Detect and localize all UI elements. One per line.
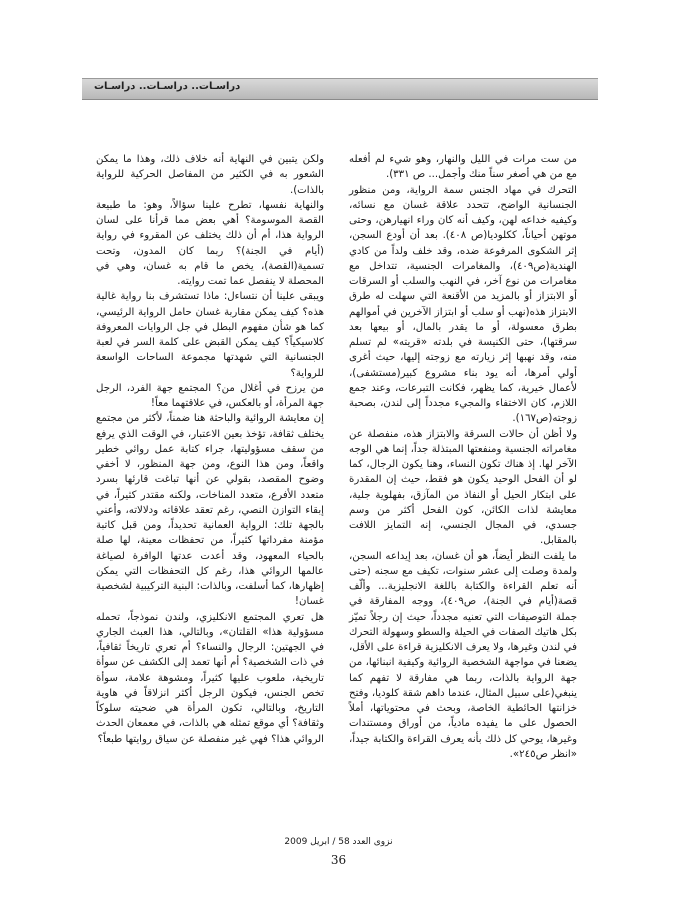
- paragraph: ولكن يتبين في النهاية أنه خلاف ذلك، وهذا ما يمكن الشعور به في الكثير من المفاصل الحركية للرواية بالذات).: [96, 154, 324, 196]
- paragraph: التحرك في مهاد الجنس سمة الرواية، ومن منظور الجنسانية الواضح، تتحدد علاقة غسان مع نسائه، وكيفيه خداعه لهن، وكيف أنه كان وراء انهيارهن، وحتى موتهن أحياناً، ككلوديا(ص ٤٠٨). بعد أن أودع السجن، إثر الشكوى المرفوعة ضده، وقد خلف ولداً من كادي الهندية(ص٤٠٩)، والمغامرات الجنسية، تتداخل مع مغامرات من نوع آخر، في النهب والسلب أو السرقات أو الابتزاز أو بالمزيد من الأقنعة التي سهلت له طرق الابتزاز هذه(نهب أو سلب أو ابتزاز الآخرين في أموالهم بطرق معسولة، أو ما يقدر بالمال، أو بيعها بعد سرقتها)، حتى الكنيسة في بلدته «قريته» لم تسلم منه، وقد نهبها إثر زيارته مع زوجته إليها، حيث أغرى أولي أمرها، أنه يود بناء مشروع كبير(مستشفى)، لأعمال خيرية، كما يظهر، فكانت التبرعات، وعند جمع اللازم، كان الاختفاء والمجيء مجدداً إلى لندن، بصحبة زوجته(ص١٦٧).: [349, 184, 577, 425]
- issue-label: نزوى العدد 58 / ابريل 2009: [284, 837, 393, 847]
- text-column-left: [96, 152, 324, 747]
- paragraph: من ست مرات في الليل والنهار، وهو شيء لم أفعله مع من هي أصغر سناً منك وأجمل... ص ٣٣١).: [349, 154, 577, 181]
- section-header-bar: [82, 78, 598, 100]
- paragraph: ما يلفت النظر أيضاً، هو أن غسان، بعد إيداعه السجن، ولمدة وصلت إلى عشر سنوات، تكيف مع سجنه (حتى أنه تعلم القراءة والكتابة باللغة الانجليزية... وألّف قصة(أيام في الجنة)، ص٤٠٩)، ووجه المفارقة في جملة التوصيفات التي تعنيه مجدداً، حيث إن رجلاً تميّز بكل هاتيك الصفات في الحيلة والسطو وسهولة التحرك في لندن وغيرها، ولا يعرف الانكليزية قراءة على الأقل، يضعنا في مواجهة الشخصية الروائية وكيفية انبنائها، من جهة الرواية بالذات، ربما هي مفارقة لا تفهم كما ينبغي(على سبيل المثال، عندما داهم شقة كلوديا، وفتح خزانتها الحائطية الخاصة، وبحث في محتوياتها، أملاً الحصول على ما يفيده مادياً، من أوراق ومستندات وغيرها، يوحي كل ذلك بأنه يعرف القراءة والكتابة جيداً، «انظر ص٢٤٥».: [349, 550, 577, 760]
- page-number: 36: [330, 853, 347, 867]
- paragraph: ولا أظن أن حالات السرقة والابتزاز هذه، منفصلة عن مغامراته الجنسية ومنفعتها المبتذلة جداً، إنما هي الوجه الآخر لها. إذ هناك تكون النساء، وهنا يكون الرجال، كما لو أن الفحل الوحيد يكون هو فقط، حيث إن المقدرة على ابتكار الحيل أو النفاذ من المآزق، بفهلوية جلية، معايشة لذات الكائن، كون الفحل أكثر من وسم جسدي، في المجال الجنسي، إنه التمايز اللافت بالمقابل.: [349, 428, 577, 547]
- paragraph: هل تعري المجتمع الانكليزي، ولندن نموذجاً، تحمله مسؤولية هذا» القلتان»، وبالتالي، هذا العبث الجاري في الجهتين: الرجال والنساء؟ أم تعري تاريخاً ثقافياً، في ذات الشخصية؟ أم أنها تعمد إلى الكشف عن سوأة تاريخية، ملعوب عليها كثيراً، ومشوهة علامة، سوأة تخص الجنس، فيكون الرجل أكثر انزلاقاً في هاوية التاريخ، وبالتالي، تكون المرأة هي ضحيته سلوكاً وثقافة؟ أي موقع تمثله هي بالذات، في معمعان الحدث الروائي هذا؟ فهي غير منفصلة عن سياق روايتها طبعاً؟: [96, 611, 324, 745]
- paragraph: والنهاية نفسها، تطرح علينا سؤالاً، وهو: ما طبيعة القصة الموسومة؟ أهي بعض مما قرأنا على لسان الرواية هذا، أم أن ذلك يختلف عن المقروء في رواية (أيام في الجنة)؟ ربما كان المدون، وتحت تسمية(القصة)، يخص ما قام به غسان، وهي في المحصلة لا ينفصل عما تمت روايته.: [96, 199, 324, 287]
- section-header-label: دراسـات.. دراسـات.. دراسـات: [94, 81, 241, 92]
- paragraph: إن معايشة الروائية والباحثة هنا ضمناً، لأكثر من مجتمع يختلف ثقافة، تؤخذ بعين الاعتبار، في الوقت الذي يرفع من سقف مسؤوليتها، جراء كتابة عمل روائي خطير واقعاً، ومن هذا النوع، ومن جهة المنظور، لا أخفي وضوح المقصد، بقولي عن أنها تباغت قارئها بسرد متعدد الأفرع، متعدد المناخات، ولكنه مقتدر كثيراً، في إبقاء التوازن النصي، رغم تعقد علاقاته ودلالاته، وأعني بالجهة تلك: الرواية العمانية تحديداً، ومن قبل كاتبة مؤمنة مفرداتها كثيراً، من تحفظات معينة، لها صلة بالحياء المعهود، وقد أعدت عدتها الوافرة لصياغة عالمها الروائي هذا، رغم كل التحفظات التي يمكن إظهارها، كما أسلفت، وبالذات: البنية التركيبية لشخصية غسان!: [96, 413, 324, 608]
- paragraph: ويبقى علينا أن نتساءل: ماذا تستشرف بنا رواية غالية هذه؟ كيف يمكن مقاربة غسان حامل الرواية الرئيسي، كما هو شأن مفهوم البطل في جل الروايات المعروفة كلاسيكياً؟ كيف يمكن القبض على كلمة السر في لعبة الجنسانية التي شهدتها مجموعة الساحات الواسعة للرواية؟: [96, 291, 324, 379]
- text-column-right: [349, 152, 577, 762]
- paragraph: من يرزح في أغلال من؟ المجتمع جهة الفرد، الرجل جهة المرأة، أو بالعكس، في علاقتهما معاً!: [96, 382, 324, 409]
